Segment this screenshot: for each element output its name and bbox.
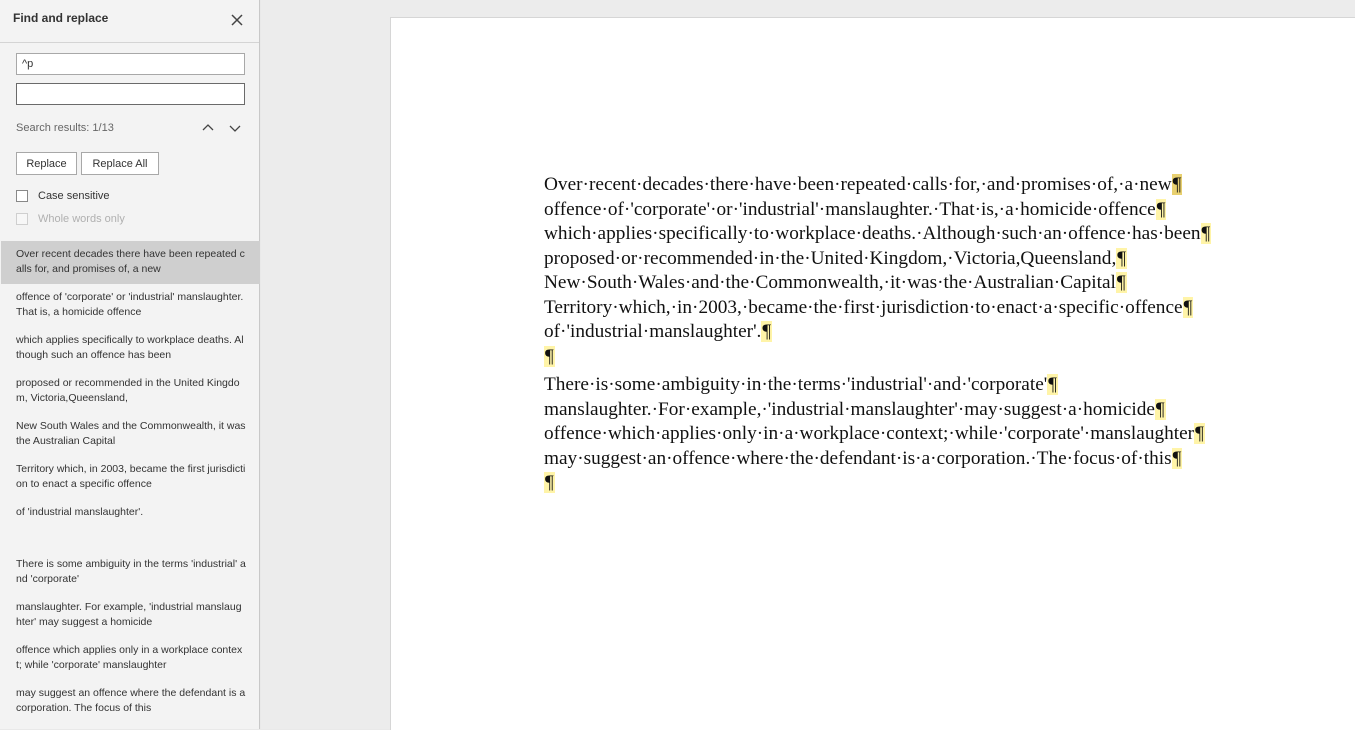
replace-input[interactable] [16, 83, 245, 105]
replace-button[interactable]: Replace [16, 152, 77, 175]
search-results-count: Search results: 1/13 [16, 122, 114, 134]
paragraph-line: New·South·Wales·and·the·Commonwealth,·it·was·the·Australian·Capital¶ [544, 272, 1126, 293]
paragraph-line [544, 471, 1211, 496]
find-replace-panel [0, 0, 260, 729]
find-input[interactable] [16, 53, 245, 75]
result-item[interactable]: offence which applies only in a workplace context; while 'corporate' manslaughter [16, 644, 243, 671]
paragraph-line: Over·recent·decades·there·have·been·repeated·calls·for,·and·promises·of,·a·new¶ [544, 174, 1182, 195]
paragraph-mark: ¶ [1172, 447, 1182, 469]
paragraph-mark: ¶ [545, 472, 554, 493]
paragraph-line: There·is·some·ambiguity·in·the·terms·'industrial'·and·'corporate'¶ [544, 374, 1057, 395]
result-item[interactable]: proposed or recommended in the United Kingdom, Victoria,Queensland, [16, 377, 240, 404]
result-item[interactable]: which applies specifically to workplace deaths. Although such an offence has been [16, 334, 244, 361]
paragraph-mark: ¶ [1048, 374, 1057, 395]
document-page[interactable] [390, 17, 1355, 730]
result-item[interactable]: There is some ambiguity in the terms 'industrial' and 'corporate' [16, 558, 246, 585]
result-item[interactable]: Over recent decades there have been repeated calls for, and promises of, a new [1, 241, 260, 284]
document-body[interactable] [544, 173, 1211, 496]
paragraph-line: may·suggest·an·offence·where·the·defendant·is·a·corporation.·The·focus·of·this¶ [544, 447, 1182, 469]
panel-header [0, 0, 259, 43]
whole-words-option [16, 211, 125, 227]
paragraph-mark: ¶ [1116, 272, 1126, 293]
paragraph-mark: ¶ [1155, 398, 1165, 420]
result-item[interactable]: of 'industrial manslaughter'. [16, 506, 144, 518]
paragraph-mark: ¶ [1172, 174, 1182, 195]
paragraph-mark: ¶ [1183, 296, 1193, 318]
result-item[interactable] [1, 527, 260, 551]
result-item[interactable]: Territory which, in 2003, became the first jurisdiction to enact a specific offence [16, 463, 246, 490]
result-item[interactable]: manslaughter. For example, 'industrial manslaughter' may suggest a homicide [16, 601, 242, 628]
case-sensitive-checkbox[interactable] [16, 190, 28, 202]
result-item[interactable]: may suggest an offence where the defendant is a corporation. The focus of this [16, 687, 246, 714]
paragraph-mark: ¶ [545, 345, 554, 367]
paragraph-line: Territory·which,·in·2003,·became·the·first·jurisdiction·to·enact·a·specific·offence¶ [544, 296, 1193, 318]
case-sensitive-label: Case sensitive [38, 190, 110, 202]
paragraph-mark: ¶ [1117, 247, 1127, 269]
close-icon[interactable] [226, 9, 248, 31]
paragraph-mark: ¶ [1201, 223, 1211, 244]
case-sensitive-option[interactable] [16, 188, 110, 204]
chevron-up-icon[interactable] [199, 119, 217, 137]
whole-words-checkbox [16, 213, 28, 225]
result-item[interactable]: New South Wales and the Commonwealth, it was the Australian Capital [16, 420, 246, 447]
paragraph-line: offence·of·'corporate'·or·'industrial'·manslaughter.·That·is,·a·homicide·offence¶ [544, 198, 1166, 220]
paragraph-mark: ¶ [1156, 198, 1166, 220]
paragraph-mark: ¶ [1195, 423, 1204, 444]
whole-words-label: Whole words only [38, 213, 125, 225]
chevron-down-icon[interactable] [226, 119, 244, 137]
search-results-list [1, 241, 260, 723]
result-item[interactable]: offence of 'corporate' or 'industrial' manslaughter. That is, a homicide offence [16, 291, 244, 318]
document-area [261, 0, 1355, 729]
panel-title: Find and replace [13, 11, 109, 25]
replace-all-button[interactable]: Replace All [81, 152, 159, 175]
paragraph-line: offence·which·applies·only·in·a·workplace·context;·while·'corporate'·manslaughter¶ [544, 423, 1204, 444]
paragraph-line [544, 345, 1211, 370]
paragraph-line: proposed·or·recommended·in·the·United·Kingdom,·Victoria,Queensland,¶ [544, 247, 1127, 269]
paragraph-line: manslaughter.·For·example,·'industrial·manslaughter'·may·suggest·a·homicide¶ [544, 398, 1165, 420]
paragraph-line: of·'industrial·manslaughter'.¶ [544, 321, 772, 342]
paragraph-mark: ¶ [762, 321, 772, 342]
paragraph-line: which·applies·specifically·to·workplace·deaths.·Although·such·an·offence·has·been¶ [544, 223, 1211, 244]
